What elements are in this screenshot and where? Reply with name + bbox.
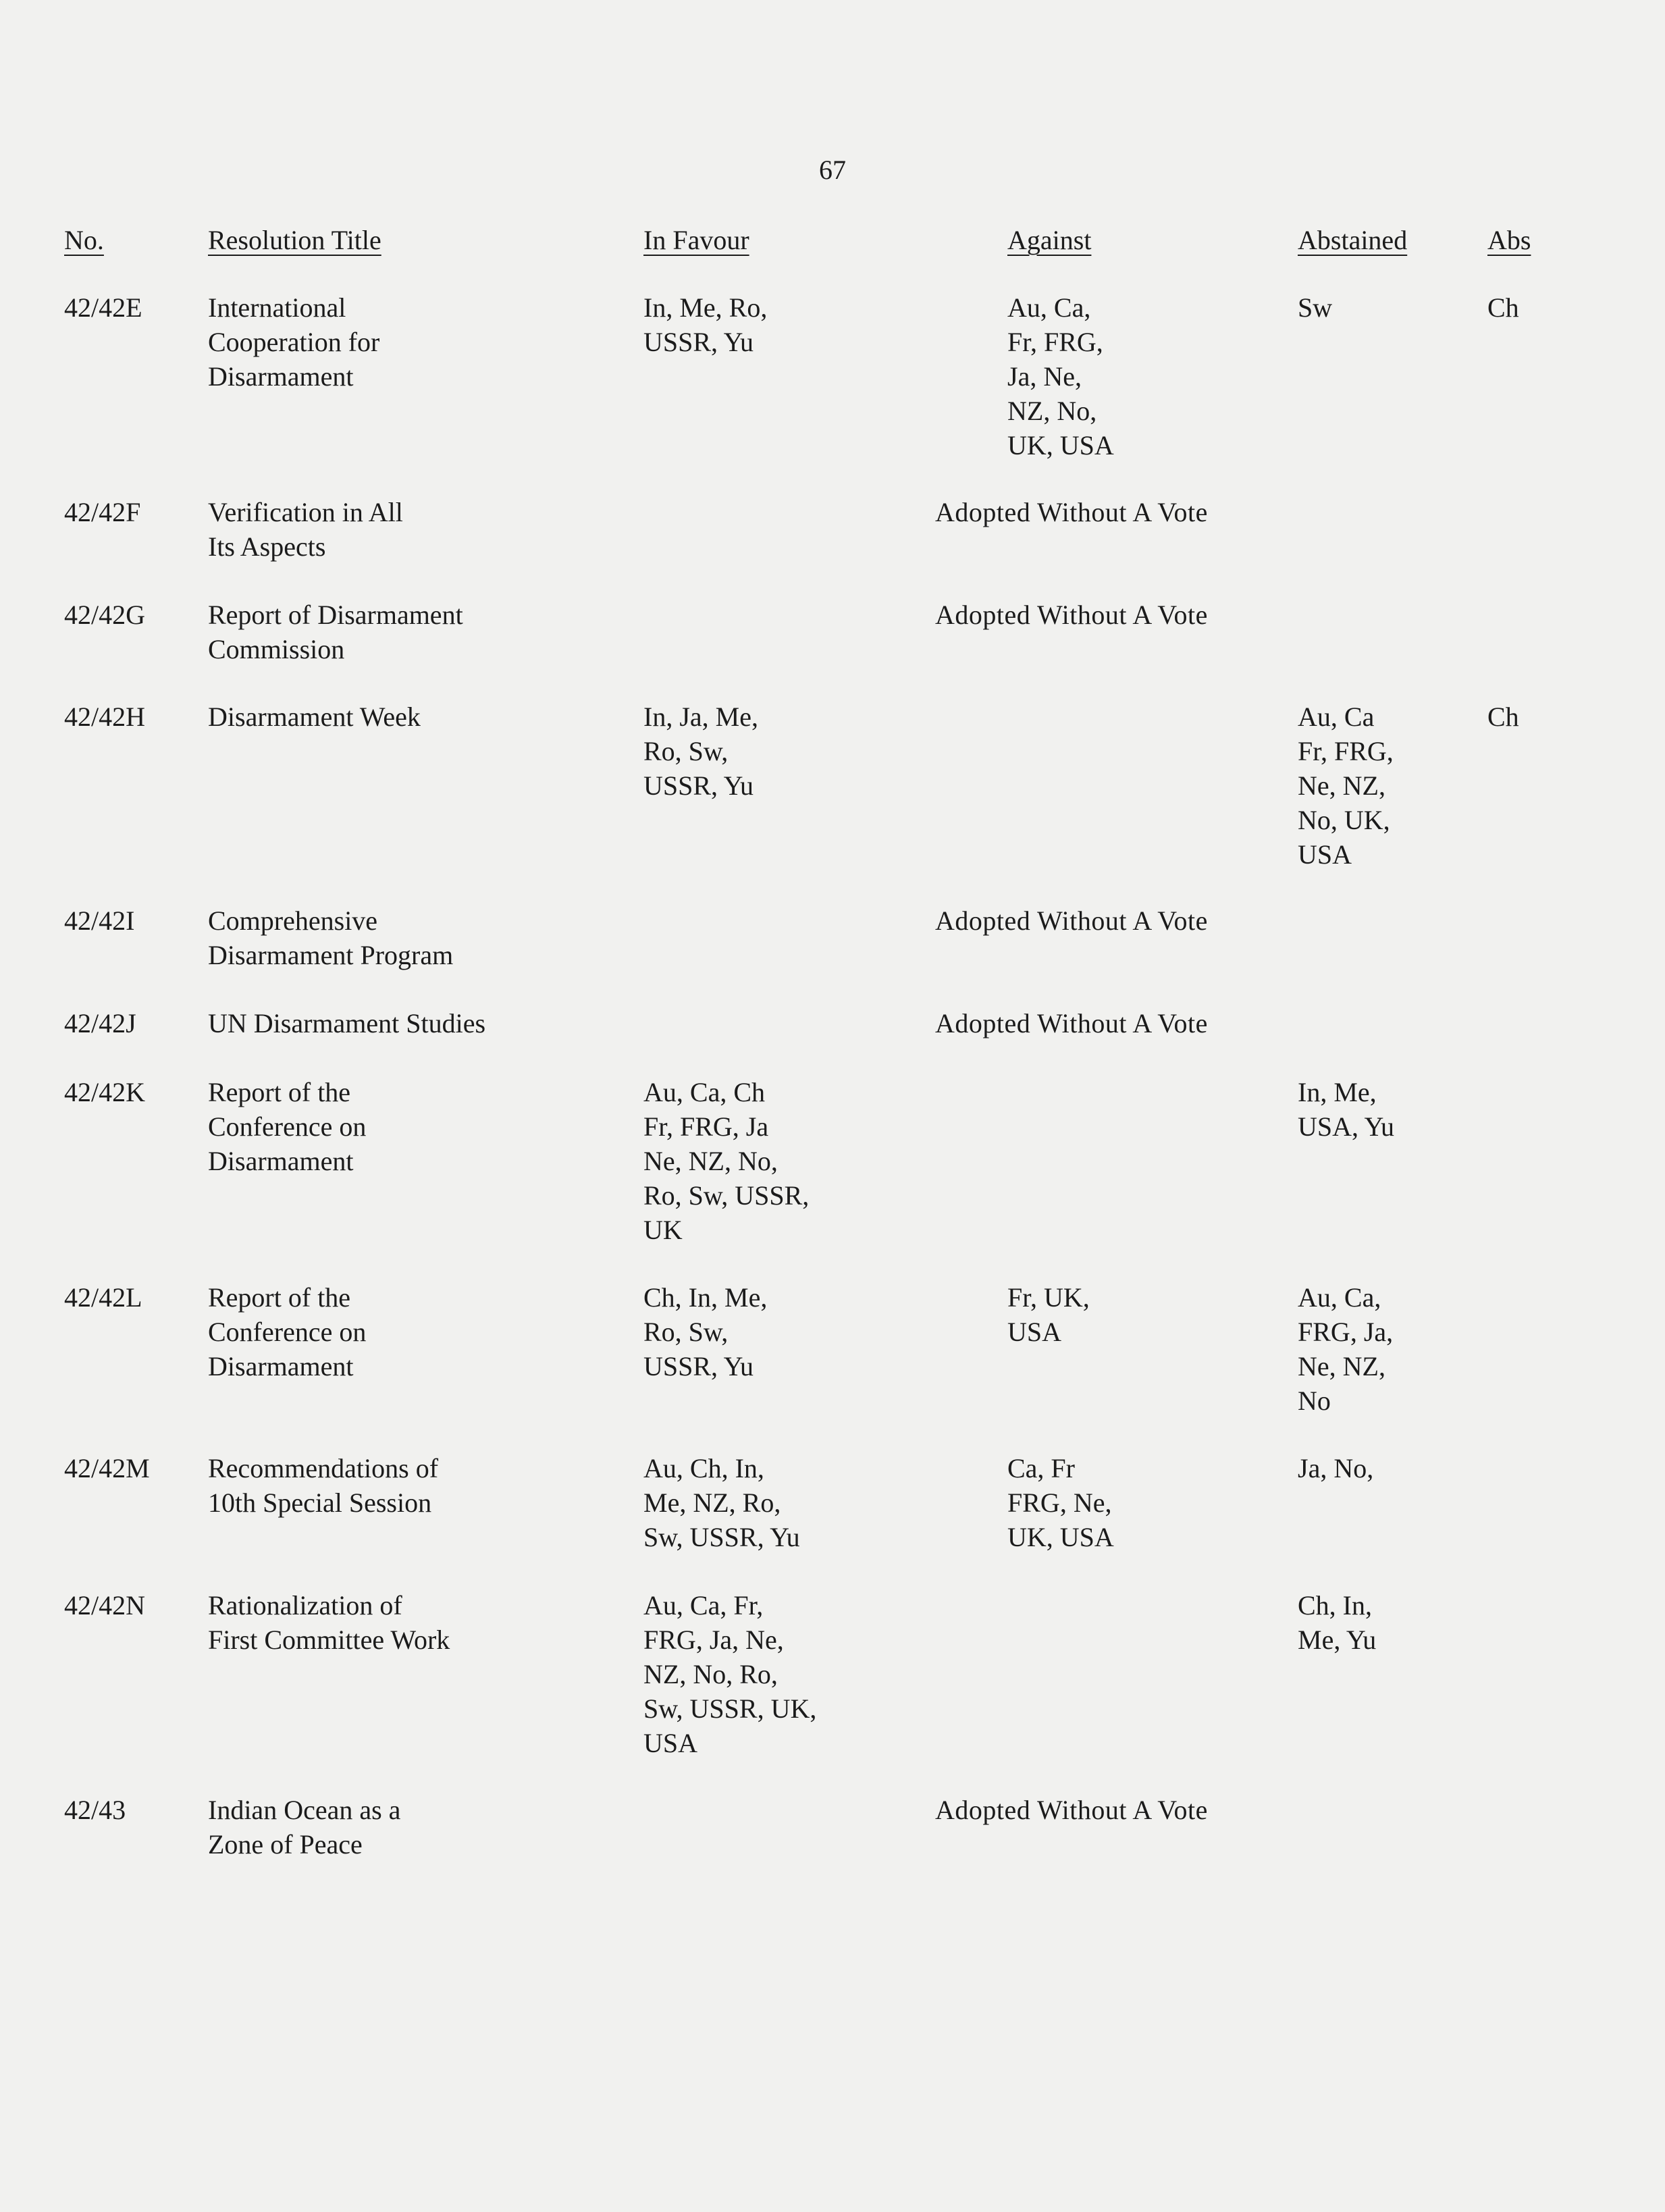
cell-against-line: UK, USA xyxy=(1007,430,1114,460)
cell-no xyxy=(64,1280,142,1315)
cell-title xyxy=(208,1280,366,1384)
cell-no xyxy=(64,598,145,632)
cell-abstained xyxy=(1298,700,1394,872)
cell-no xyxy=(64,495,140,529)
cell-title-line: Disarmament Week xyxy=(208,702,421,732)
cell-abstained-line: In, Me, xyxy=(1298,1077,1377,1107)
cell-favour-line: UK xyxy=(643,1215,683,1245)
cell-abstained-line: No xyxy=(1298,1386,1331,1416)
cell-favour-line: Fr, FRG, Ja xyxy=(643,1111,769,1142)
cell-no xyxy=(64,1075,145,1109)
cell-title xyxy=(208,495,403,564)
cell-title xyxy=(208,1006,485,1041)
cell-favour xyxy=(643,1280,767,1384)
cell-no-line: 42/42G xyxy=(64,600,145,630)
cell-title xyxy=(208,903,453,972)
cell-against-line: Fr, UK, xyxy=(1007,1282,1090,1313)
cell-favour-line: USSR, Yu xyxy=(643,770,754,801)
cell-favour-line: Au, Ca, Fr, xyxy=(643,1590,764,1621)
cell-favour-line: Ch, In, Me, xyxy=(643,1282,768,1313)
page-number: 67 xyxy=(819,155,846,185)
cell-favour xyxy=(643,700,758,803)
cell-title-line: Disarmament xyxy=(208,361,354,392)
cell-favour xyxy=(643,1588,816,1760)
cell-no-line: 42/42J xyxy=(64,1008,136,1038)
header-abstained: Abstained xyxy=(1298,225,1408,255)
header-against: Against xyxy=(1007,225,1092,255)
cell-title xyxy=(208,1451,438,1520)
cell-favour-line: In, Ja, Me, xyxy=(643,702,758,732)
cell-title-line: Verification in All xyxy=(208,497,403,527)
cell-no-line: 42/42E xyxy=(64,292,142,323)
cell-title-line: Recommendations of xyxy=(208,1453,439,1483)
cell-title-line: Zone of Peace xyxy=(208,1829,363,1860)
cell-abstained-line: USA xyxy=(1298,839,1352,870)
cell-abstained-line: Ne, NZ, xyxy=(1298,770,1385,801)
header-no: No. xyxy=(64,225,104,255)
cell-favour xyxy=(643,290,767,359)
cell-favour-line: In, Me, Ro, xyxy=(643,292,768,323)
adopted-without-vote-note: Adopted Without A Vote xyxy=(935,600,1208,630)
header-resolution-title: Resolution Title xyxy=(208,225,381,255)
cell-no xyxy=(64,290,142,325)
cell-title-line: UN Disarmament Studies xyxy=(208,1008,486,1038)
cell-favour-line: Me, NZ, Ro, xyxy=(643,1487,781,1518)
cell-title-line: 10th Special Session xyxy=(208,1487,432,1518)
cell-abstained-line: Me, Yu xyxy=(1298,1625,1377,1655)
cell-title-line: International xyxy=(208,292,346,323)
cell-favour-line: Au, Ch, In, xyxy=(643,1453,764,1483)
cell-against-line: UK, USA xyxy=(1007,1522,1114,1552)
cell-no-line: 42/42L xyxy=(64,1282,142,1313)
cell-favour-line: Ro, Sw, xyxy=(643,1317,729,1347)
cell-no-line: 42/42F xyxy=(64,497,141,527)
cell-no-line: 42/42M xyxy=(64,1453,150,1483)
cell-title xyxy=(208,1075,366,1178)
cell-abstained-line: USA, Yu xyxy=(1298,1111,1394,1142)
cell-no xyxy=(64,1451,150,1485)
cell-abs-line: Ch xyxy=(1487,292,1519,323)
cell-against-line: Au, Ca, xyxy=(1007,292,1091,323)
cell-against-line: USA xyxy=(1007,1317,1062,1347)
cell-against xyxy=(1007,1280,1090,1349)
cell-no-line: 42/42I xyxy=(64,905,135,936)
cell-against-line: FRG, Ne, xyxy=(1007,1487,1112,1518)
cell-title-line: First Committee Work xyxy=(208,1625,450,1655)
cell-title-line: Disarmament xyxy=(208,1351,354,1381)
cell-abstained xyxy=(1298,1280,1393,1418)
cell-title-line: Comprehensive xyxy=(208,905,378,936)
cell-title xyxy=(208,598,463,666)
adopted-without-vote-note: Adopted Without A Vote xyxy=(935,1008,1208,1038)
cell-title-line: Commission xyxy=(208,634,345,664)
cell-abstained-line: Au, Ca, xyxy=(1298,1282,1381,1313)
cell-abstained-line: FRG, Ja, xyxy=(1298,1317,1394,1347)
cell-no-line: 42/42N xyxy=(64,1590,145,1621)
cell-abstained-line: Ch, In, xyxy=(1298,1590,1372,1621)
cell-title-line: Report of the xyxy=(208,1077,351,1107)
cell-title-line: Indian Ocean as a xyxy=(208,1795,401,1825)
adopted-without-vote-note: Adopted Without A Vote xyxy=(935,1795,1208,1825)
cell-abstained xyxy=(1298,1075,1394,1144)
cell-abstained-line: Ne, NZ, xyxy=(1298,1351,1385,1381)
cell-abstained-line: Ja, No, xyxy=(1298,1453,1374,1483)
cell-title-line: Report of Disarmament xyxy=(208,600,463,630)
header-in-favour: In Favour xyxy=(643,225,749,255)
cell-title-line: Report of the xyxy=(208,1282,351,1313)
cell-against-line: Ja, Ne, xyxy=(1007,361,1082,392)
cell-title-line: Disarmament Program xyxy=(208,940,454,970)
cell-no-line: 42/43 xyxy=(64,1795,126,1825)
cell-abstained-line: Sw xyxy=(1298,292,1333,323)
cell-title-line: Disarmament xyxy=(208,1146,354,1176)
cell-favour-line: FRG, Ja, Ne, xyxy=(643,1625,784,1655)
cell-favour-line: Au, Ca, Ch xyxy=(643,1077,765,1107)
header-abs: Abs xyxy=(1487,225,1531,255)
cell-title xyxy=(208,1588,450,1657)
cell-favour xyxy=(643,1451,800,1554)
cell-abstained-line: Au, Ca xyxy=(1298,702,1375,732)
cell-abs xyxy=(1487,290,1519,325)
cell-no xyxy=(64,700,145,734)
cell-abs-line: Ch xyxy=(1487,702,1519,732)
cell-favour xyxy=(643,1075,809,1247)
cell-against xyxy=(1007,1451,1114,1554)
cell-abstained xyxy=(1298,290,1332,325)
cell-title xyxy=(208,700,421,734)
cell-favour-line: NZ, No, Ro, xyxy=(643,1659,778,1689)
cell-abstained xyxy=(1298,1588,1376,1657)
cell-favour-line: USSR, Yu xyxy=(643,1351,754,1381)
cell-title-line: Rationalization of xyxy=(208,1590,402,1621)
cell-against xyxy=(1007,290,1114,463)
cell-title-line: Its Aspects xyxy=(208,531,326,562)
cell-no-line: 42/42K xyxy=(64,1077,145,1107)
cell-favour-line: Ne, NZ, No, xyxy=(643,1146,778,1176)
cell-title-line: Conference on xyxy=(208,1111,367,1142)
cell-title xyxy=(208,290,379,394)
cell-abstained xyxy=(1298,1451,1373,1485)
cell-against-line: Fr, FRG, xyxy=(1007,327,1103,357)
cell-favour-line: USSR, Yu xyxy=(643,327,754,357)
cell-abs xyxy=(1487,700,1519,734)
cell-favour-line: USA xyxy=(643,1728,698,1758)
cell-no xyxy=(64,1793,126,1827)
cell-title-line: Cooperation for xyxy=(208,327,380,357)
cell-favour-line: Sw, USSR, UK, xyxy=(643,1693,817,1724)
cell-title xyxy=(208,1793,400,1862)
cell-no xyxy=(64,1588,145,1623)
cell-title-line: Conference on xyxy=(208,1317,367,1347)
cell-abstained-line: Fr, FRG, xyxy=(1298,736,1394,766)
cell-no xyxy=(64,903,134,938)
cell-against-line: Ca, Fr xyxy=(1007,1453,1075,1483)
cell-against-line: NZ, No, xyxy=(1007,396,1097,426)
cell-no xyxy=(64,1006,136,1041)
cell-abstained-line: No, UK, xyxy=(1298,805,1390,835)
cell-no-line: 42/42H xyxy=(64,702,145,732)
adopted-without-vote-note: Adopted Without A Vote xyxy=(935,905,1208,936)
cell-favour-line: Ro, Sw, USSR, xyxy=(643,1180,810,1211)
cell-favour-line: Ro, Sw, xyxy=(643,736,729,766)
cell-favour-line: Sw, USSR, Yu xyxy=(643,1522,800,1552)
adopted-without-vote-note: Adopted Without A Vote xyxy=(935,497,1208,527)
